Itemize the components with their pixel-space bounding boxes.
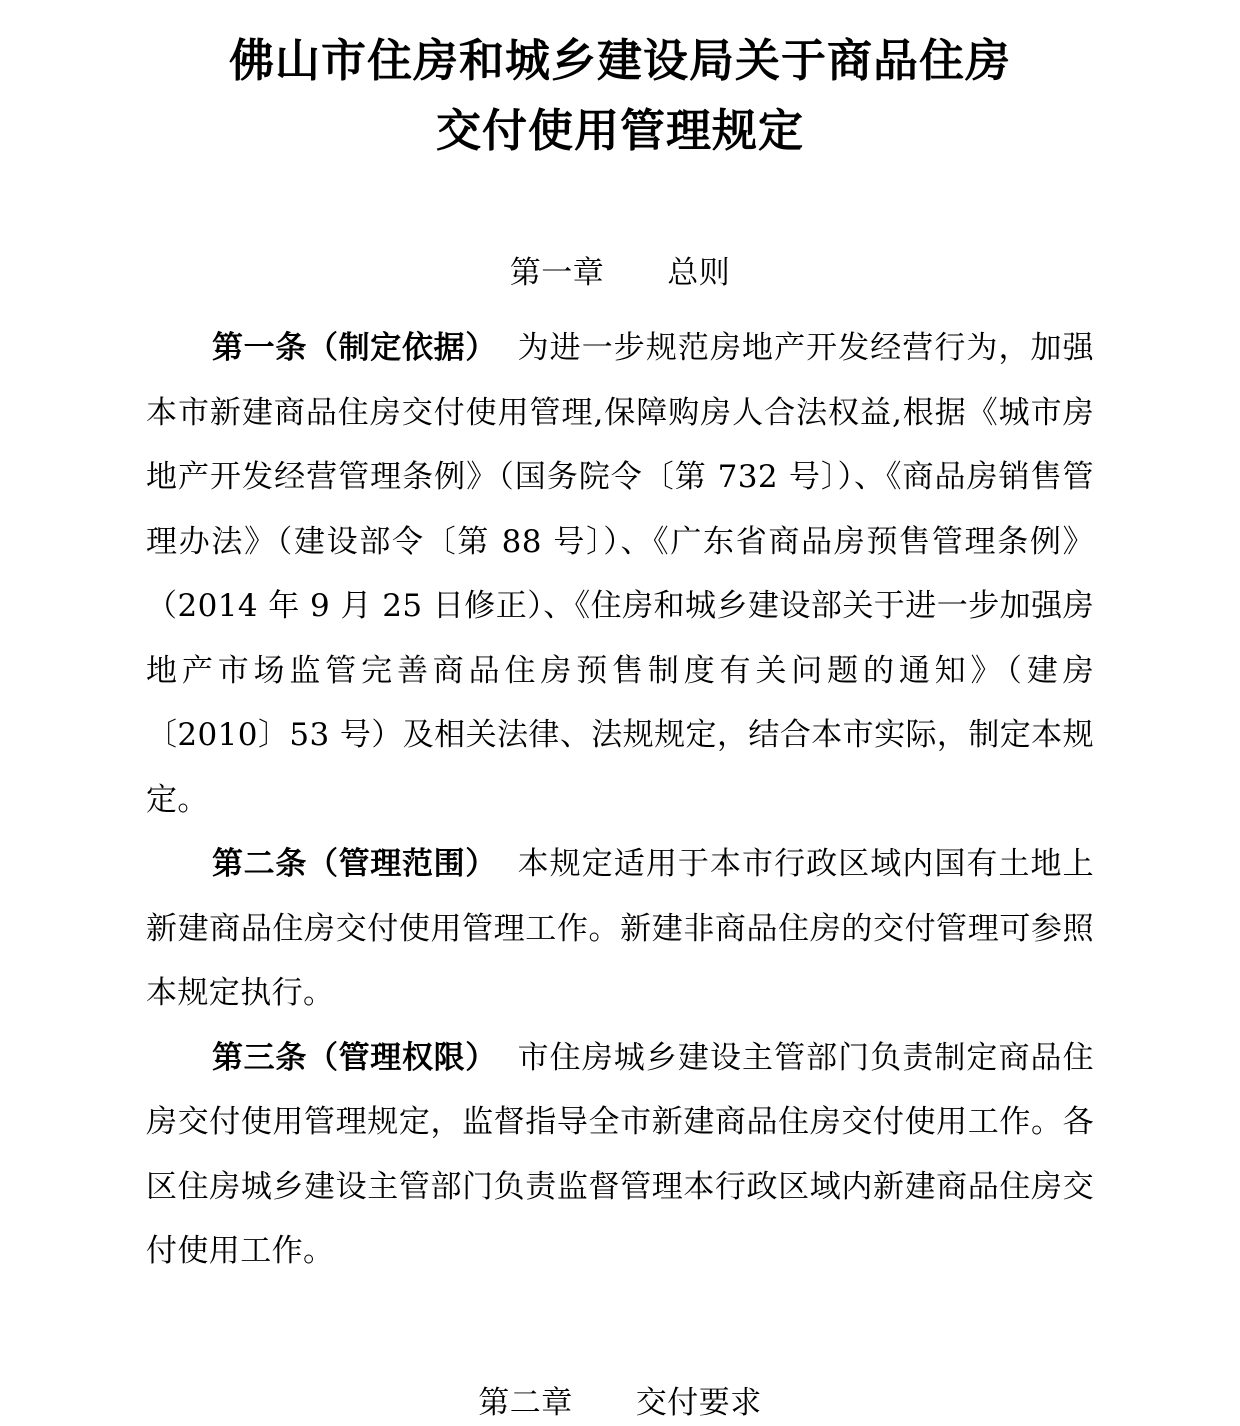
- chapter-heading-2: 第二章 交付要求: [478, 1384, 762, 1421]
- article-3-label: 第三条（管理权限）: [212, 1039, 497, 1076]
- article-3-body: 市住房城乡建设主管部门负责制定商品住房交付使用管理规定，监督指导全市新建商品住房交付使用工作。各区住房城乡建设主管部门负责监督管理本行政区域内新建商品住房交付使用工作。: [146, 1039, 1095, 1269]
- article-1-body: 为进一步规范房地产开发经营行为，加强本市新建商品住房交付使用管理,保障购房人合法权益,根据《城市房地产开发经营管理条例》（国务院令〔第 732 号〕）、《商品房销售管理办法》（建设部令〔第 88 号〕）、《广东省商品房预售管理条例》（2014 年 9 月 25 日修正）、《住房和城乡建设部关于进一步加强房地产市场监管完善商品住房预售制度有关问题的通知》（建房〔2010〕53 号）及相关法律、法规规定，结合本市实际，制定本规定。: [146, 330, 1095, 818]
- article-2-label: 第二条（管理范围）: [212, 846, 497, 882]
- page-title: [0, 0, 1240, 166]
- article-1-label: 第一条（制定依据）: [212, 330, 497, 366]
- article-3: [146, 1026, 1094, 1284]
- article-2: [146, 832, 1094, 1026]
- page-title-line-2: 交付使用管理规定: [435, 104, 804, 157]
- article-1: [146, 316, 1094, 832]
- page-title-line-1: 佛山市住房和城乡建设局关于商品住房: [228, 34, 1011, 87]
- body-content: [146, 296, 1094, 1284]
- chapter-heading-1: 第一章 总则: [509, 255, 731, 291]
- article-2-body: 本规定适用于本市行政区域内国有土地上新建商品住房交付使用管理工作。新建非商品住房的交付管理可参照本规定执行。: [146, 846, 1095, 1011]
